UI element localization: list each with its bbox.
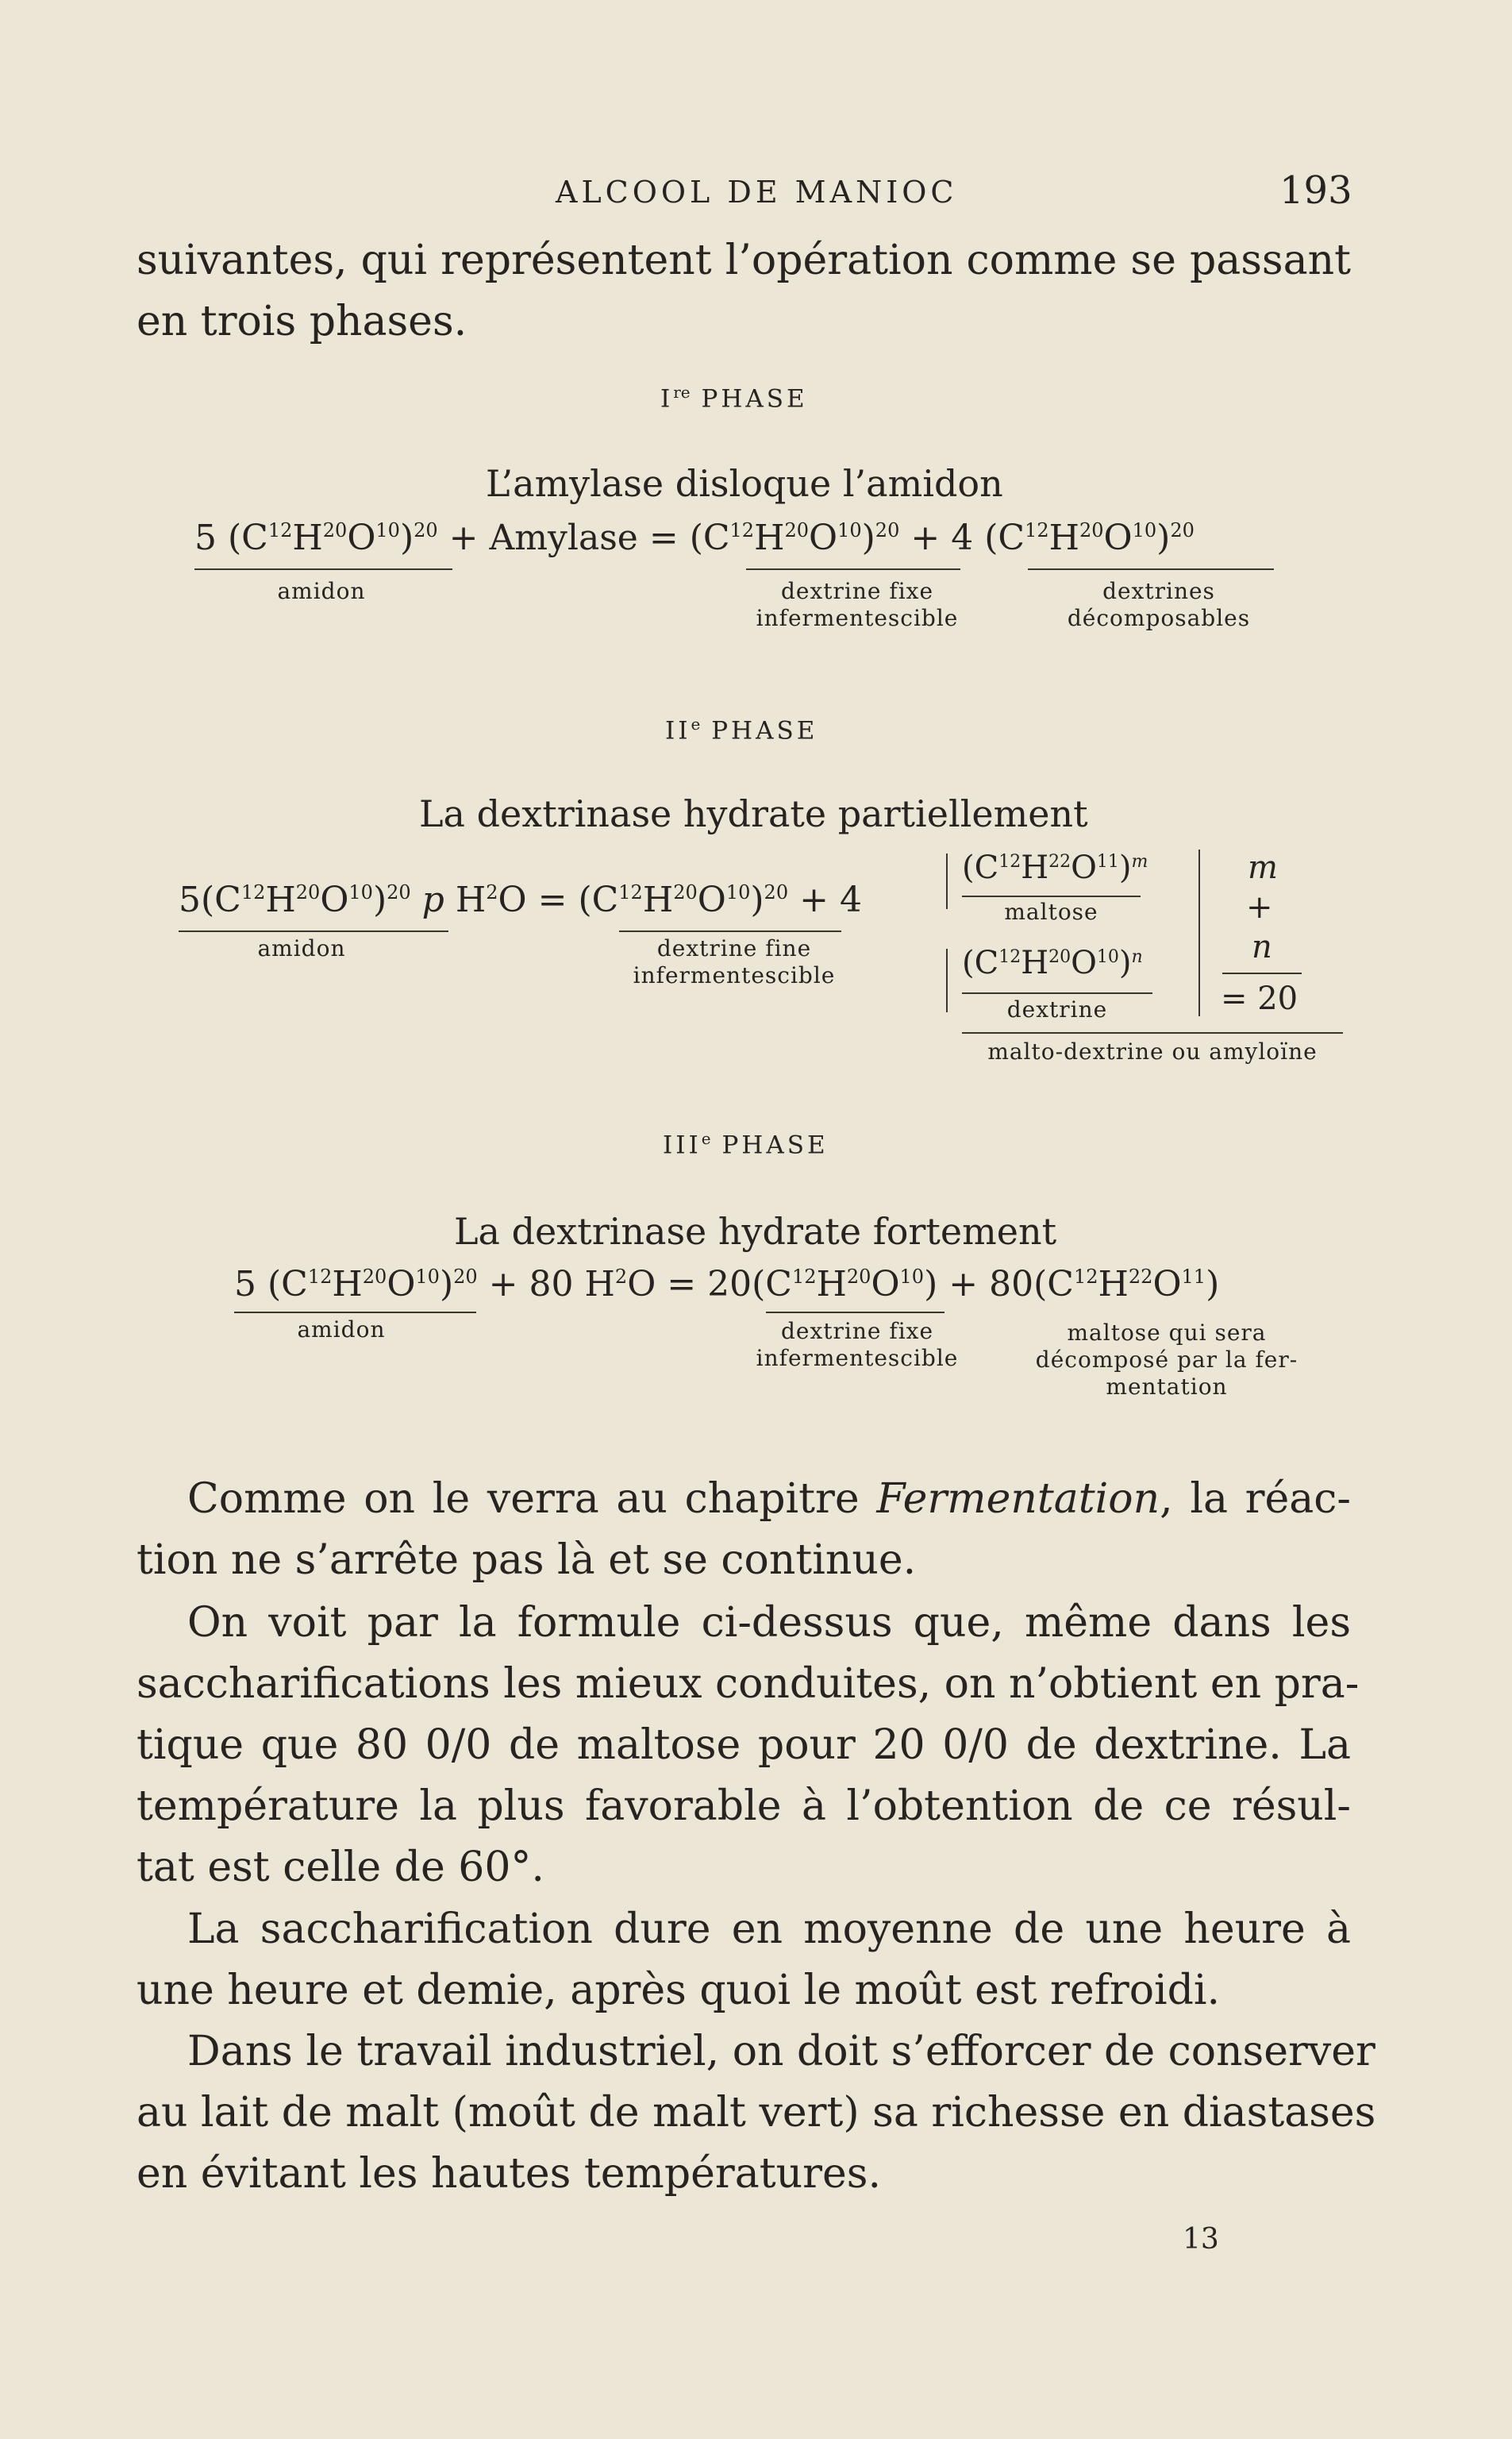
p1-underline-1 bbox=[194, 568, 452, 570]
phase-1-sup: re bbox=[673, 383, 691, 402]
p2-coef-1: 5 bbox=[179, 880, 201, 920]
body-paragraph-4 bbox=[137, 2021, 1376, 2205]
p3-underline-1 bbox=[234, 1312, 476, 1313]
p1-label-dextrines bbox=[1056, 578, 1262, 632]
p3-label-2b: infermentescible bbox=[756, 1345, 959, 1371]
p3-line-1: La saccharification dure en moyenne de une heure à bbox=[187, 1905, 1351, 1953]
phase-2-word: PHASE bbox=[711, 716, 818, 746]
body-paragraph-3 bbox=[137, 1899, 1351, 2021]
phase-2-description: La dextrinase hydrate partiellement bbox=[419, 792, 1088, 835]
p2-label-2b: infermentescible bbox=[633, 962, 836, 988]
p2-m: m bbox=[1248, 850, 1278, 886]
p1-underline-3 bbox=[1028, 568, 1274, 570]
fermentation-title: Fermentation bbox=[876, 1475, 1160, 1523]
phase-3-equation bbox=[234, 1264, 1219, 1304]
p1-equals: = bbox=[648, 518, 679, 558]
p2-maltose-rule bbox=[962, 896, 1141, 897]
p2-maltose-term: $(C^{12}H^{22}O^{11})^m$ bbox=[962, 850, 1148, 886]
p3-label-dextrine-fixe bbox=[742, 1318, 972, 1372]
p3-water: $H^2O$ bbox=[584, 1264, 656, 1304]
p1-label-2b: infermentescible bbox=[756, 605, 959, 631]
p1-line-1: Comme on le verra au chapitre Fermentation, la réac- bbox=[187, 1475, 1351, 1523]
p4-line-1: Dans le travail industriel, on doit s’efforcer de conserver bbox=[187, 2028, 1375, 2075]
p3-formula-1: $(C^{12}H^{20}O^{10})^{20}$ bbox=[267, 1264, 478, 1304]
p2-bottom-rule bbox=[962, 1032, 1343, 1034]
page-number: 193 bbox=[1279, 168, 1352, 213]
body-paragraph-1 bbox=[137, 1469, 1351, 1591]
p3-label-3a: maltose qui sera bbox=[1067, 1320, 1267, 1346]
p2-formula-2: $(C^{12}H^{20}O^{10})^{20}$ bbox=[578, 880, 789, 920]
p2-dextrine-rule bbox=[962, 992, 1152, 994]
p2-dextrine-term: $(C^{12}H^{20}O^{10})^n$ bbox=[962, 945, 1143, 981]
p2-plus-sym: + bbox=[1246, 889, 1273, 926]
p2-formula-1: $(C^{12}H^{20}O^{10})^{20}$ bbox=[201, 880, 411, 920]
p4-line-2: au lait de malt (moût de malt vert) sa richesse en diastases bbox=[137, 2089, 1376, 2137]
phase-1-numeral: I bbox=[660, 384, 674, 414]
p2-water: $H^2O$ bbox=[455, 880, 527, 920]
p3-formula-4: $(C^{12}H^{22}O^{11})$ bbox=[1033, 1264, 1220, 1304]
phase-1-word: PHASE bbox=[701, 384, 808, 414]
page-header bbox=[0, 168, 1512, 216]
phase-2-numeral: II bbox=[665, 716, 691, 746]
p3-label-maltose bbox=[1024, 1320, 1310, 1401]
p3-plus-2: + bbox=[948, 1264, 979, 1304]
p3-underline-2 bbox=[766, 1312, 945, 1313]
p3-label-3c: mentation bbox=[1106, 1374, 1228, 1400]
p1-coef-1: 5 bbox=[194, 518, 217, 558]
signature-mark: 13 bbox=[1183, 2223, 1219, 2256]
p3-coef-1: 5 bbox=[234, 1264, 256, 1304]
p3-line-2: une heure et demie, après quoi le moût est refroidi. bbox=[137, 1967, 1221, 2014]
p2-underline-2 bbox=[619, 931, 841, 932]
p2-sum-rule bbox=[1222, 973, 1302, 974]
phase-3-description: La dextrinase hydrate fortement bbox=[454, 1210, 1057, 1253]
p2-line-2: saccharifications les mieux conduites, on n’obtient en pra- bbox=[137, 1660, 1360, 1708]
p1-plus-2: + bbox=[910, 518, 941, 558]
running-title: ALCOOL DE MANIOC bbox=[556, 175, 958, 210]
phase-1-equation bbox=[194, 518, 1195, 558]
p3-coef-2: 80 bbox=[529, 1264, 574, 1304]
phase-2-equation-left bbox=[179, 880, 862, 920]
p1-formula-2: $(C^{12}H^{20}O^{10})^{20}$ bbox=[689, 518, 900, 558]
body-paragraph-2 bbox=[137, 1593, 1360, 1898]
p3-equals: = bbox=[667, 1264, 697, 1304]
p3-coef-3: 20 bbox=[707, 1264, 752, 1304]
p3-label-3b: décomposé par la fer- bbox=[1035, 1347, 1298, 1373]
p1-plus-1: + bbox=[448, 518, 479, 558]
phase-3-numeral: III bbox=[663, 1131, 702, 1160]
p2-label-amidon: amidon bbox=[257, 935, 346, 961]
p2-label-2a: dextrine fine bbox=[656, 935, 812, 961]
intro-line-2: en trois phases. bbox=[137, 298, 467, 345]
p1-label-2a: dextrine fixe bbox=[780, 578, 934, 604]
p2-line-5: tat est celle de 60°. bbox=[137, 1844, 544, 1891]
p2-divider bbox=[1198, 850, 1200, 1016]
p1-label-3a: dextrines bbox=[1102, 578, 1215, 604]
p2-underline-1 bbox=[179, 931, 448, 932]
p3-label-2a: dextrine fixe bbox=[780, 1318, 934, 1344]
p4-line-3: en évitant les hautes températures. bbox=[137, 2150, 882, 2198]
p1-label-3b: décomposables bbox=[1067, 605, 1251, 631]
p2-brace-top bbox=[946, 853, 948, 909]
p1-underline-2 bbox=[746, 568, 960, 570]
phase-3-sup: e bbox=[701, 1129, 711, 1148]
phase-1-heading bbox=[660, 383, 808, 413]
phase-2-heading bbox=[665, 715, 818, 745]
p2-p: p bbox=[421, 880, 444, 920]
p1-line-2: tion ne s’arrête pas là et se continue. bbox=[137, 1536, 917, 1584]
p2-coef-3: 4 bbox=[839, 880, 862, 920]
p2-label-dextrine-fine bbox=[619, 935, 849, 989]
intro-line-1: suivantes, qui représentent l’opération comme se passant bbox=[137, 237, 1351, 284]
p2-line-3: tique que 80 0/0 de maltose pour 20 0/0 de dextrine. La bbox=[137, 1721, 1351, 1769]
p1-label-dextrine-fixe bbox=[746, 578, 968, 632]
p1-reagent: Amylase bbox=[489, 518, 638, 558]
intro-paragraph bbox=[137, 230, 1351, 353]
p1-formula-3: $(C^{12}H^{20}O^{10})^{20}$ bbox=[984, 518, 1195, 558]
p2-line-1: On voit par la formule ci-dessus que, même dans les bbox=[187, 1599, 1351, 1647]
p3-formula-3: $(C^{12}H^{20}O^{10})$ bbox=[752, 1264, 938, 1304]
p1-formula-1: $(C^{12}H^{20}O^{10})^{20}$ bbox=[228, 518, 438, 558]
p2-plus: + bbox=[799, 880, 829, 920]
phase-3-word: PHASE bbox=[721, 1131, 829, 1160]
p2-label-bottom: malto-dextrine ou amyloïne bbox=[987, 1038, 1318, 1065]
phase-2-sup: e bbox=[691, 715, 701, 734]
p1-coef-3: 4 bbox=[951, 518, 974, 558]
phase-1-description: L’amylase disloque l’amidon bbox=[486, 462, 1003, 505]
p2-sum: = 20 bbox=[1221, 981, 1298, 1017]
p3-coef-4: 80 bbox=[989, 1264, 1034, 1304]
p1-label-amidon: amidon bbox=[277, 578, 366, 604]
phase-3-heading bbox=[663, 1129, 829, 1159]
p3-label-amidon: amidon bbox=[297, 1316, 386, 1343]
p2-line-4: température la plus favorable à l’obtention de ce résul- bbox=[137, 1782, 1351, 1830]
p2-brace-bottom bbox=[946, 949, 948, 1012]
p2-label-maltose: maltose bbox=[1004, 899, 1098, 925]
p2-equals: = bbox=[537, 880, 567, 920]
p3-plus-1: + bbox=[488, 1264, 518, 1304]
p2-label-dextrine: dextrine bbox=[1006, 996, 1108, 1023]
p2-n: n bbox=[1252, 929, 1272, 965]
